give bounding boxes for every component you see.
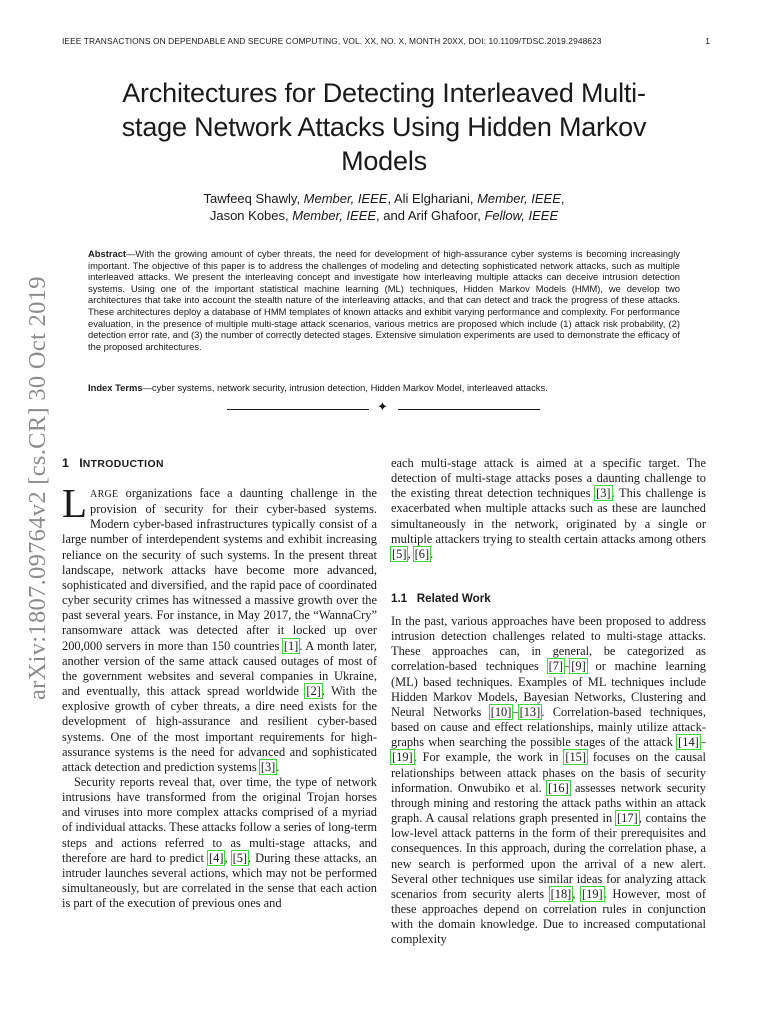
- paragraph-text: . With the explosive growth of cyber threats, a dire need exists for the development of high-assurance and resilient cyber-based systems. One of the most important requirements for high-assurance systems is the need for advanced and sophisticated attack detection and prediction systems: [62, 684, 377, 774]
- citation-link[interactable]: [5]: [232, 850, 248, 865]
- section-title-rest: NTRODUCTION: [82, 459, 164, 470]
- citation-link[interactable]: [17]: [617, 811, 638, 826]
- paragraph-text: ,: [572, 886, 582, 901]
- paragraph-text: ,: [224, 850, 232, 865]
- running-header: [62, 36, 710, 48]
- paragraph-text: . However, most of these approaches depend on correlation rules in conjunction with the domain knowledge. Due to increased computational complexity: [391, 886, 707, 947]
- citation-link[interactable]: [9]: [571, 659, 586, 674]
- right-column-top: [391, 456, 706, 562]
- paragraph-text: assesses network security through mining and restoring the attack paths within an attack graph. A causal relations graph presented in: [391, 780, 706, 826]
- author-name: , Ali Elghariani,: [387, 191, 478, 206]
- author-name: , and Arif Ghafoor,: [376, 208, 485, 223]
- citation-link[interactable]: [13]: [519, 704, 541, 719]
- index-terms-text: —cyber systems, network security, intrusion detection, Hidden Markov Model, interleaved attacks.: [142, 382, 548, 393]
- citation-link[interactable]: [16]: [548, 780, 569, 795]
- citation-link[interactable]: [18]: [550, 886, 572, 901]
- section-title-initial: I: [79, 456, 83, 470]
- citation-link[interactable]: [1]: [283, 638, 299, 653]
- right-column-body: [391, 614, 706, 947]
- paragraph-text: focuses on the causal relationships between attack phases on the basis of security information. Onwubiko et al.: [391, 750, 706, 795]
- separator-line-left: [227, 409, 369, 410]
- paragraph-text: .: [276, 759, 280, 774]
- author-name: Jason Kobes,: [209, 208, 293, 223]
- separator-line-right: [398, 409, 540, 410]
- citation-link[interactable]: [6]: [414, 546, 430, 561]
- subsection-heading-related-work: [391, 591, 491, 607]
- author-name: Tawfeeq Shawly,: [203, 191, 304, 206]
- citation-link[interactable]: [5]: [392, 546, 407, 561]
- citation-range-dash: –: [512, 704, 519, 719]
- paragraph: [62, 480, 378, 775]
- author-line-2: [100, 207, 668, 224]
- drop-cap-continuation: ARGE: [90, 489, 119, 500]
- abstract-label: Abstract: [88, 248, 127, 259]
- subsection-number: 1.1: [391, 592, 408, 605]
- index-terms-label: Index Terms: [88, 382, 143, 393]
- subsection-title: Related Work: [416, 592, 491, 605]
- paper-title: Architectures for Detecting Interleaved Multi-stage Network Attacks Using Hidden Markov Models: [121, 78, 647, 176]
- citation-link[interactable]: [2]: [306, 684, 321, 699]
- author-membership: Member, IEEE: [292, 208, 377, 223]
- paragraph-text: . During these attacks, an intruder launches several actions, which may not be performed simultaneously, but are correlated in the sense that each action is part of the execution of previous ones and: [62, 850, 377, 911]
- citation-link[interactable]: [3]: [260, 759, 276, 774]
- journal-header: IEEE TRANSACTIONS ON DEPENDABLE AND SECURE COMPUTING, VOL. XX, NO. X, MONTH 20XX, DOI: 10.1109/TDSC.2019.2948623: [62, 36, 602, 46]
- abstract-text: —With the growing amount of cyber threats, the need for development of high-assurance cyber systems is becoming increasingly important. The objective of this paper is to address the challenges of modeling and detecting sophisticated network attacks, such as multiple interleaved attacks. We present the interleaving concept and investigate how interleaving multiple attacks can deceive intrusion detection systems. Using one of the important statistical machine learning (ML) techniques, Hidden Markov Models (HMM), we develop two architectures that take into account the stealth nature of the interleaving attacks, and that can detect and track the progress of these attacks. These architectures deploy a database of HMM templates of known attacks and exhibit varying performance and complexity. For performance evaluation, in the presence of multiple multi-stage attack scenarios, various metrics are proposed which include (1) attack risk probability, (2) detection error rate, and (3) the number of correctly detected stages. Extensive simulation experiments are used to demonstrate the efficacy of the proposed architectures.: [88, 248, 680, 352]
- author-membership: Member, IEEE: [303, 191, 388, 206]
- citation-link[interactable]: [19]: [392, 750, 413, 765]
- citation-link[interactable]: [7]: [548, 659, 564, 674]
- citation-link[interactable]: [19]: [582, 886, 603, 901]
- author-membership: Member, IEEE: [477, 191, 561, 206]
- citation-link[interactable]: [4]: [209, 850, 224, 865]
- separator-diamond-icon: ✦: [377, 400, 388, 415]
- paragraph-text: . Correlation-based techniques, based on cause and effect relationships, mainly utilize attack-graphs when searching the possible stages of the attack: [391, 704, 706, 750]
- author-list: [100, 190, 668, 224]
- citation-link[interactable]: [15]: [565, 750, 586, 765]
- paragraph: [62, 775, 377, 911]
- citation-link[interactable]: [10]: [490, 704, 512, 719]
- paragraph-text: . For example, the work in: [413, 750, 565, 765]
- paragraph: [391, 456, 706, 562]
- paragraph-text: or machine learning (ML) based techniques. Examples of ML techniques include Hidden Markov Models, Bayesian Networks, Clustering and Neural Networks: [391, 659, 706, 719]
- paragraph-text: In the past, various approaches have been proposed to address intrusion detection challenges related to multi-stage attacks. These approaches can, in general, be categorized as correlation-based techniques: [391, 614, 706, 674]
- arxiv-identifier-stamp[interactable]: arXiv:1807.09764v2 [cs.CR] 30 Oct 2019: [24, 276, 51, 700]
- paragraph-text: organizations face a daunting challenge in the provision of security for their cyber-based systems. Modern cyber-based infrastructures typically consist of a large number of interdependent systems and exhibit increasing reliance on the security of such systems. In the present threat landscape, network attacks have become more advanced, sophisticated and diversified, and the rapid pace of coordinated cyber security crimes has witnessed a massive growth over the past several years. For instance, in May 2017, the “WannaCry” ransomware attack was detected after it locked up over 200,000 servers in more than 150 countries: [62, 486, 377, 653]
- citation-range-dash: –: [564, 659, 571, 674]
- author-membership: Fellow, IEEE: [484, 208, 559, 223]
- index-terms: [88, 382, 680, 394]
- paragraph: [391, 614, 706, 947]
- citation-link[interactable]: [14]: [678, 735, 699, 750]
- paragraph-text: ,: [407, 546, 414, 561]
- paragraph-text: . A month later, another version of the same attack caused outages of most of the government websites and several companies in Ukraine, and eventually, this attack spread worldwide: [62, 638, 378, 699]
- paragraph-text: each multi-stage attack is aimed at a specific target. The detection of multi-stage attacks poses a daunting challenge to the existing threat detection techniques: [391, 456, 706, 501]
- paragraph-text: .: [430, 546, 434, 561]
- section-heading-introduction: [62, 455, 164, 473]
- citation-link[interactable]: [3]: [596, 486, 611, 501]
- paragraph-text: . This challenge is exacerbated when multiple attacks such as these are launched simultaneously in the network, originated by a single or multiple attackers trying to stealth certain attacks among others: [391, 486, 706, 546]
- section-number: 1: [62, 456, 69, 470]
- page-number: 1: [705, 36, 710, 46]
- drop-cap: L: [62, 480, 88, 526]
- paragraph-text: Security reports reveal that, over time, the type of network intrusions have transformed from the original Trojan horses and viruses into more complex attacks comprised of a myriad of individual attacks. These attacks follow a series of long-term steps and actions referred to as multi-stage attacks, and therefore are hard to predict: [62, 774, 377, 865]
- left-column: [62, 480, 378, 911]
- citation-range-dash: –: [699, 735, 706, 750]
- abstract: [88, 248, 680, 352]
- author-line-1: [100, 190, 668, 207]
- paragraph-text: , contains the low-level attack patterns in the form of their prerequisites and consequences. In this approach, during the correlation phase, a new search is performed upon the arrival of a new alert. Several other techniques use similar ideas for analyzing attack scenarios from security alerts: [391, 811, 706, 901]
- author-punctuation: ,: [560, 191, 565, 206]
